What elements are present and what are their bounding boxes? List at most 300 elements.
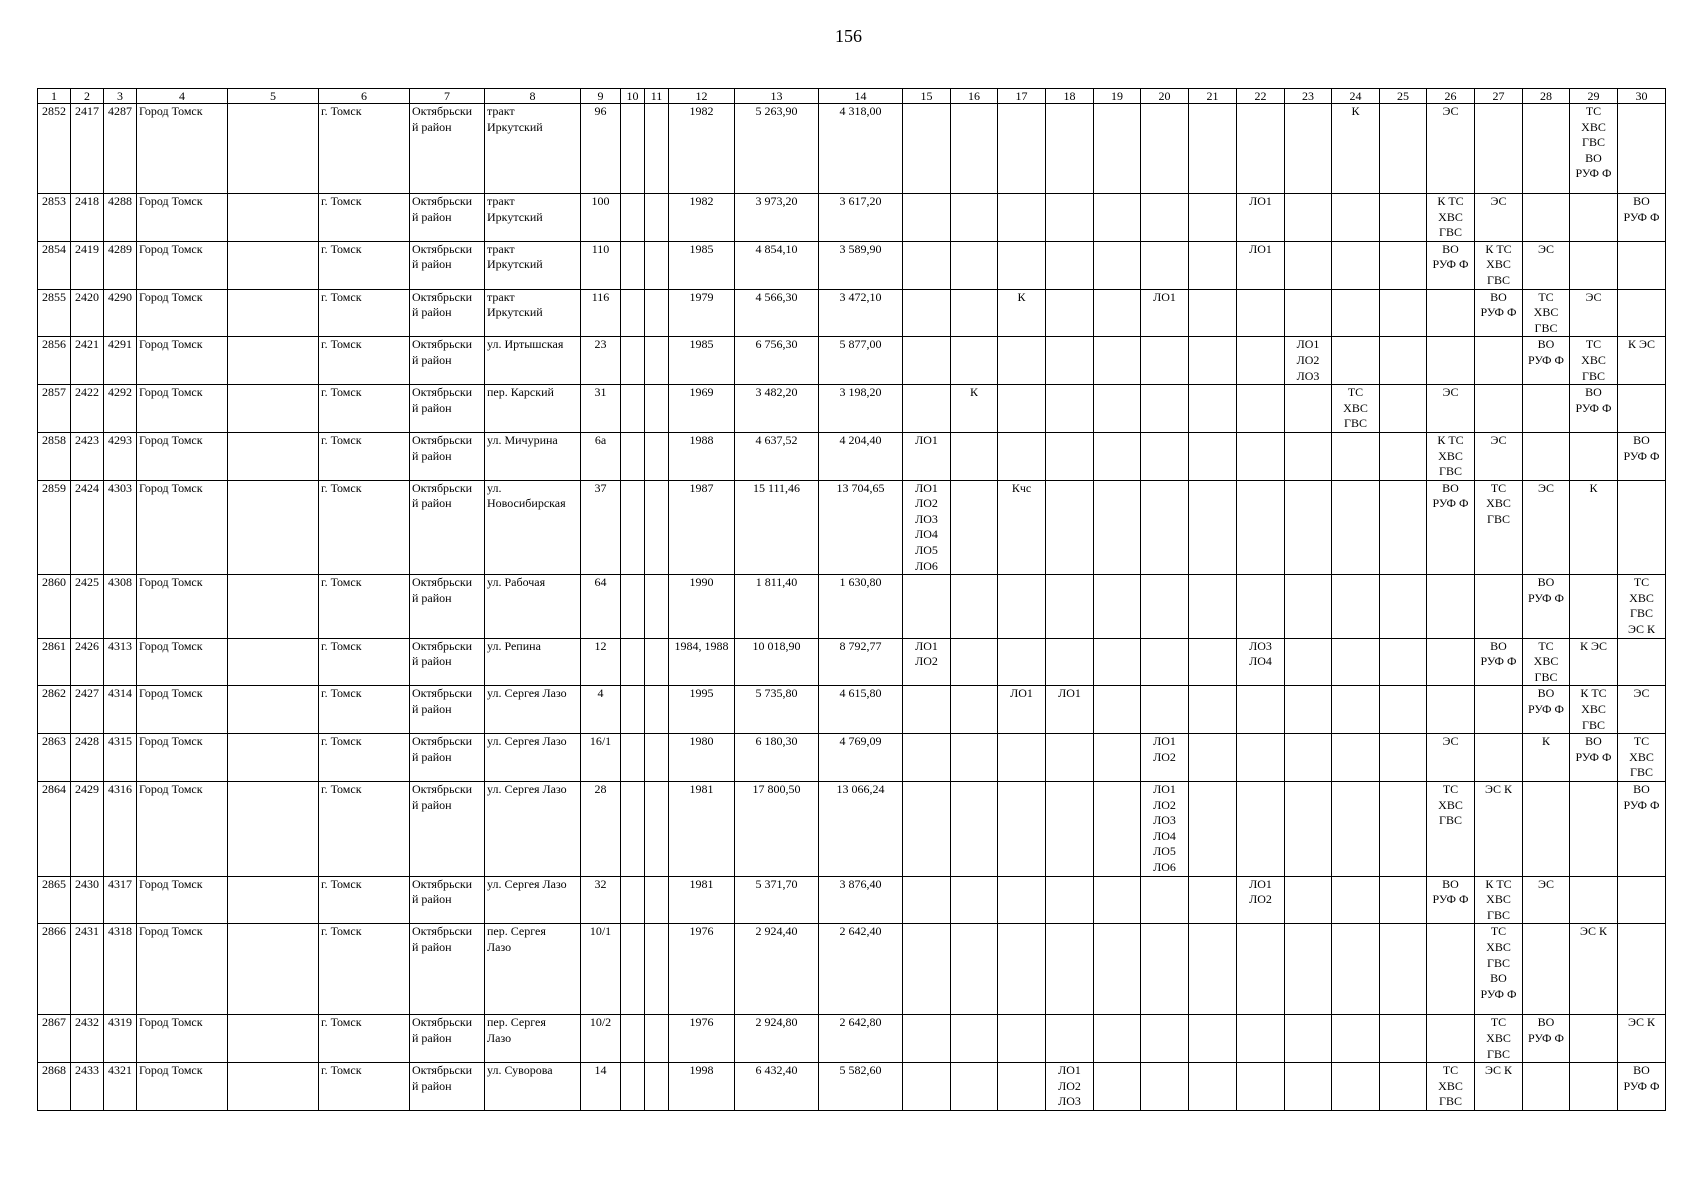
- table-cell: 2419: [71, 241, 104, 289]
- column-header: 24: [1332, 89, 1380, 104]
- table-cell: Октябрьски й район: [410, 337, 485, 385]
- table-cell: 1976: [669, 1015, 735, 1063]
- table-cell: ВО РУФ Ф: [1618, 1063, 1666, 1111]
- table-cell: 4317: [104, 876, 137, 924]
- table-cell: [1285, 1063, 1332, 1111]
- table-cell: Октябрьски й район: [410, 876, 485, 924]
- table-cell: [1332, 289, 1380, 337]
- register-table: [37, 88, 1666, 1111]
- table-cell: ТС ХВС ГВС: [1570, 337, 1618, 385]
- table-cell: 5 263,90: [735, 104, 819, 194]
- column-header: 1: [38, 89, 71, 104]
- table-cell: 1980: [669, 734, 735, 782]
- table-cell: 1987: [669, 480, 735, 575]
- table-cell: [998, 194, 1046, 242]
- table-cell: 13 066,24: [819, 781, 903, 876]
- table-cell: [1237, 337, 1285, 385]
- table-cell: 4 637,52: [735, 432, 819, 480]
- table-cell: ТС ХВС ГВС ВО РУФ Ф: [1475, 924, 1523, 1015]
- table-cell: [1237, 734, 1285, 782]
- table-cell: [1189, 734, 1237, 782]
- table-cell: [951, 432, 998, 480]
- table-cell: ЭС К: [1475, 1063, 1523, 1111]
- table-cell: [645, 686, 669, 734]
- table-row: [38, 385, 1666, 433]
- table-cell: [951, 104, 998, 194]
- table-cell: [1189, 686, 1237, 734]
- table-cell: [1523, 104, 1570, 194]
- column-header: 29: [1570, 89, 1618, 104]
- table-cell: 15 111,46: [735, 480, 819, 575]
- table-cell: [1141, 385, 1189, 433]
- table-cell: 1995: [669, 686, 735, 734]
- column-header: 25: [1380, 89, 1427, 104]
- table-cell: [1141, 337, 1189, 385]
- table-cell: [903, 337, 951, 385]
- table-cell: 2866: [38, 924, 71, 1015]
- table-cell: Город Томск: [137, 385, 228, 433]
- table-cell: 6 432,40: [735, 1063, 819, 1111]
- table-cell: К: [1570, 480, 1618, 575]
- table-cell: ЛО1 ЛО2 ЛО3: [1285, 337, 1332, 385]
- table-row: [38, 638, 1666, 686]
- table-cell: [1570, 781, 1618, 876]
- table-cell: [1189, 876, 1237, 924]
- table-cell: [1046, 289, 1094, 337]
- table-cell: [645, 575, 669, 638]
- table-cell: [621, 289, 645, 337]
- table-cell: [903, 194, 951, 242]
- table-cell: [1141, 686, 1189, 734]
- table-cell: ВО РУФ Ф: [1618, 432, 1666, 480]
- table-cell: 2425: [71, 575, 104, 638]
- table-body: [38, 104, 1666, 1111]
- table-cell: [1094, 734, 1141, 782]
- table-cell: 10/2: [581, 1015, 621, 1063]
- table-cell: 10 018,90: [735, 638, 819, 686]
- table-row: [38, 241, 1666, 289]
- table-cell: 2868: [38, 1063, 71, 1111]
- table-cell: [1332, 480, 1380, 575]
- table-cell: [1523, 385, 1570, 433]
- table-cell: ул. Сергея Лазо: [485, 781, 581, 876]
- table-cell: Октябрьски й район: [410, 734, 485, 782]
- table-cell: [621, 337, 645, 385]
- table-cell: ВО РУФ Ф: [1475, 638, 1523, 686]
- table-cell: [621, 734, 645, 782]
- table-cell: ЛО1 ЛО2 ЛО3 ЛО4 ЛО5 ЛО6: [903, 480, 951, 575]
- table-cell: [1285, 241, 1332, 289]
- table-cell: г. Томск: [319, 876, 410, 924]
- table-cell: [951, 1063, 998, 1111]
- table-cell: [1523, 924, 1570, 1015]
- table-cell: ЛО1: [1046, 686, 1094, 734]
- table-cell: 13 704,65: [819, 480, 903, 575]
- table-cell: ВО РУФ Ф: [1427, 876, 1475, 924]
- table-cell: [228, 289, 319, 337]
- table-cell: [1141, 480, 1189, 575]
- table-cell: [1285, 638, 1332, 686]
- table-cell: 2857: [38, 385, 71, 433]
- table-cell: 5 371,70: [735, 876, 819, 924]
- table-cell: [1094, 924, 1141, 1015]
- table-cell: г. Томск: [319, 734, 410, 782]
- table-cell: ВО РУФ Ф: [1523, 1015, 1570, 1063]
- table-cell: Город Томск: [137, 337, 228, 385]
- column-header: 22: [1237, 89, 1285, 104]
- table-cell: 2861: [38, 638, 71, 686]
- table-cell: [903, 781, 951, 876]
- table-cell: Октябрьски й район: [410, 1063, 485, 1111]
- table-cell: [1094, 1063, 1141, 1111]
- table-cell: [1046, 1015, 1094, 1063]
- table-cell: [1475, 104, 1523, 194]
- table-cell: [1618, 876, 1666, 924]
- table-cell: [1237, 1015, 1285, 1063]
- table-cell: [1285, 876, 1332, 924]
- table-cell: [1332, 194, 1380, 242]
- table-cell: ЛО1 ЛО2 ЛО3 ЛО4 ЛО5 ЛО6: [1141, 781, 1189, 876]
- table-cell: ВО РУФ Ф: [1427, 480, 1475, 575]
- table-cell: [951, 194, 998, 242]
- table-cell: Город Томск: [137, 734, 228, 782]
- table-cell: [1094, 104, 1141, 194]
- table-cell: тракт Иркутский: [485, 104, 581, 194]
- table-row: [38, 575, 1666, 638]
- table-cell: ВО РУФ Ф: [1618, 194, 1666, 242]
- table-cell: 2433: [71, 1063, 104, 1111]
- table-cell: ул. Репина: [485, 638, 581, 686]
- table-cell: [1094, 289, 1141, 337]
- table-cell: ЛО1: [1237, 194, 1285, 242]
- table-cell: [1618, 104, 1666, 194]
- table-cell: [903, 385, 951, 433]
- table-cell: [228, 686, 319, 734]
- table-cell: 1990: [669, 575, 735, 638]
- table-cell: 4290: [104, 289, 137, 337]
- table-cell: [1475, 686, 1523, 734]
- table-row: [38, 432, 1666, 480]
- column-header: 23: [1285, 89, 1332, 104]
- table-cell: Октябрьски й район: [410, 241, 485, 289]
- table-cell: [1618, 638, 1666, 686]
- table-cell: Город Томск: [137, 480, 228, 575]
- table-cell: пер. Карский: [485, 385, 581, 433]
- table-cell: [621, 686, 645, 734]
- table-cell: г. Томск: [319, 337, 410, 385]
- column-header: 12: [669, 89, 735, 104]
- table-cell: [228, 432, 319, 480]
- table-cell: тракт Иркутский: [485, 194, 581, 242]
- table-cell: 4314: [104, 686, 137, 734]
- table-cell: 4288: [104, 194, 137, 242]
- table-cell: [1094, 638, 1141, 686]
- table-cell: [1141, 241, 1189, 289]
- table-cell: [1285, 432, 1332, 480]
- table-cell: [1141, 876, 1189, 924]
- table-cell: г. Томск: [319, 385, 410, 433]
- table-cell: Октябрьски й район: [410, 385, 485, 433]
- table-cell: [1237, 104, 1285, 194]
- table-cell: 2858: [38, 432, 71, 480]
- table-cell: [645, 1063, 669, 1111]
- table-cell: 1 811,40: [735, 575, 819, 638]
- table-cell: Город Томск: [137, 638, 228, 686]
- table-cell: Октябрьски й район: [410, 924, 485, 1015]
- table-cell: [1141, 924, 1189, 1015]
- table-cell: [951, 638, 998, 686]
- table-cell: [1380, 1015, 1427, 1063]
- table-cell: 5 735,80: [735, 686, 819, 734]
- table-cell: ЭС: [1427, 385, 1475, 433]
- table-cell: 2 642,80: [819, 1015, 903, 1063]
- table-cell: [1189, 1015, 1237, 1063]
- table-cell: [1332, 241, 1380, 289]
- table-cell: 2427: [71, 686, 104, 734]
- table-cell: Октябрьски й район: [410, 686, 485, 734]
- table-cell: [1570, 1063, 1618, 1111]
- table-cell: 1981: [669, 876, 735, 924]
- table-cell: 1979: [669, 289, 735, 337]
- table-cell: 17 800,50: [735, 781, 819, 876]
- table-cell: [1046, 194, 1094, 242]
- table-cell: 23: [581, 337, 621, 385]
- table-cell: ВО РУФ Ф: [1570, 385, 1618, 433]
- table-cell: Октябрьски й район: [410, 289, 485, 337]
- table-cell: ВО РУФ Ф: [1523, 686, 1570, 734]
- table-cell: [621, 241, 645, 289]
- table-cell: 1988: [669, 432, 735, 480]
- table-cell: [1094, 385, 1141, 433]
- table-cell: 4321: [104, 1063, 137, 1111]
- table-cell: [1189, 432, 1237, 480]
- table-cell: 4 318,00: [819, 104, 903, 194]
- table-cell: [1237, 686, 1285, 734]
- table-cell: [645, 781, 669, 876]
- table-cell: ЭС: [1427, 734, 1475, 782]
- table-cell: [1094, 781, 1141, 876]
- table-cell: 2852: [38, 104, 71, 194]
- table-cell: [1380, 734, 1427, 782]
- table-cell: 116: [581, 289, 621, 337]
- table-cell: 2859: [38, 480, 71, 575]
- table-cell: К ТС ХВС ГВС: [1475, 241, 1523, 289]
- table-cell: ТС ХВС ГВС: [1427, 781, 1475, 876]
- table-cell: [1618, 480, 1666, 575]
- column-header: 19: [1094, 89, 1141, 104]
- table-cell: [1475, 337, 1523, 385]
- table-cell: 4 854,10: [735, 241, 819, 289]
- table-cell: [1475, 734, 1523, 782]
- table-cell: [1141, 575, 1189, 638]
- table-cell: [1427, 289, 1475, 337]
- table-cell: г. Томск: [319, 924, 410, 1015]
- table-cell: [1285, 924, 1332, 1015]
- table-cell: [1285, 781, 1332, 876]
- table-cell: ЛО1: [1237, 241, 1285, 289]
- table-cell: 2424: [71, 480, 104, 575]
- table-cell: Октябрьски й район: [410, 104, 485, 194]
- table-cell: [645, 876, 669, 924]
- table-cell: [1427, 575, 1475, 638]
- table-cell: [1380, 876, 1427, 924]
- table-cell: 1 630,80: [819, 575, 903, 638]
- table-cell: [1046, 104, 1094, 194]
- table-cell: [1189, 289, 1237, 337]
- table-cell: [1523, 781, 1570, 876]
- table-cell: К ЭС: [1570, 638, 1618, 686]
- table-cell: [1094, 241, 1141, 289]
- column-header: 2: [71, 89, 104, 104]
- table-cell: ТС ХВС ГВС: [1618, 734, 1666, 782]
- table-cell: К ТС ХВС ГВС: [1427, 194, 1475, 242]
- column-header: 17: [998, 89, 1046, 104]
- table-cell: 64: [581, 575, 621, 638]
- table-cell: [903, 289, 951, 337]
- table-cell: [1475, 575, 1523, 638]
- page-number: 156: [835, 26, 862, 46]
- table-cell: [1046, 876, 1094, 924]
- table-cell: 3 472,10: [819, 289, 903, 337]
- table-cell: [1189, 781, 1237, 876]
- table-cell: ул. Мичурина: [485, 432, 581, 480]
- table-cell: [1237, 924, 1285, 1015]
- table-cell: [1046, 480, 1094, 575]
- table-cell: [1141, 194, 1189, 242]
- table-cell: Октябрьски й район: [410, 575, 485, 638]
- table-cell: [998, 104, 1046, 194]
- table-cell: 3 482,20: [735, 385, 819, 433]
- table-cell: 2432: [71, 1015, 104, 1063]
- table-cell: [998, 575, 1046, 638]
- table-cell: [621, 1015, 645, 1063]
- table-cell: [228, 1015, 319, 1063]
- table-cell: [228, 241, 319, 289]
- table-cell: [1141, 104, 1189, 194]
- column-header: 18: [1046, 89, 1094, 104]
- table-cell: [1380, 194, 1427, 242]
- table-cell: [1094, 876, 1141, 924]
- table-cell: К: [951, 385, 998, 433]
- column-header: 3: [104, 89, 137, 104]
- table-cell: [228, 924, 319, 1015]
- table-cell: [1141, 1015, 1189, 1063]
- table-cell: ЭС: [1618, 686, 1666, 734]
- table-cell: [1523, 1063, 1570, 1111]
- table-cell: ТС ХВС ГВС: [1427, 1063, 1475, 1111]
- table-cell: 2421: [71, 337, 104, 385]
- table-cell: 2426: [71, 638, 104, 686]
- table-cell: [998, 734, 1046, 782]
- table-cell: [228, 194, 319, 242]
- table-cell: 4292: [104, 385, 137, 433]
- table-cell: [1094, 432, 1141, 480]
- table-cell: 3 617,20: [819, 194, 903, 242]
- table-cell: [1189, 104, 1237, 194]
- table-cell: 2855: [38, 289, 71, 337]
- table-cell: [228, 734, 319, 782]
- table-cell: г. Томск: [319, 781, 410, 876]
- column-header: 28: [1523, 89, 1570, 104]
- table-cell: ЛО1: [1141, 289, 1189, 337]
- table-cell: [1570, 575, 1618, 638]
- column-header: 4: [137, 89, 228, 104]
- table-cell: [903, 734, 951, 782]
- table-cell: 8 792,77: [819, 638, 903, 686]
- table-cell: [621, 638, 645, 686]
- table-cell: Город Томск: [137, 194, 228, 242]
- table-cell: Октябрьски й район: [410, 638, 485, 686]
- table-cell: 4308: [104, 575, 137, 638]
- table-cell: [1189, 1063, 1237, 1111]
- table-cell: Город Томск: [137, 924, 228, 1015]
- table-cell: 4313: [104, 638, 137, 686]
- table-cell: [228, 337, 319, 385]
- table-cell: [228, 876, 319, 924]
- table-cell: [1380, 1063, 1427, 1111]
- table-cell: [903, 876, 951, 924]
- table-cell: [998, 385, 1046, 433]
- column-header: 21: [1189, 89, 1237, 104]
- table-cell: 110: [581, 241, 621, 289]
- table-cell: 4287: [104, 104, 137, 194]
- table-cell: 2422: [71, 385, 104, 433]
- table-cell: 2423: [71, 432, 104, 480]
- table-cell: Город Томск: [137, 432, 228, 480]
- table-row: [38, 480, 1666, 575]
- table-cell: [1427, 1015, 1475, 1063]
- table-cell: [621, 385, 645, 433]
- table-cell: ул. Сергея Лазо: [485, 686, 581, 734]
- column-header: 27: [1475, 89, 1523, 104]
- table-cell: тракт Иркутский: [485, 289, 581, 337]
- table-cell: ЭС: [1523, 241, 1570, 289]
- table-cell: 10/1: [581, 924, 621, 1015]
- table-cell: ЭС: [1523, 480, 1570, 575]
- table-cell: [621, 924, 645, 1015]
- table-cell: [645, 337, 669, 385]
- table-cell: [1141, 1063, 1189, 1111]
- table-cell: 4293: [104, 432, 137, 480]
- table-cell: [1046, 638, 1094, 686]
- table-cell: К: [998, 289, 1046, 337]
- table-row: [38, 924, 1666, 1015]
- table-cell: [228, 480, 319, 575]
- table-cell: [621, 432, 645, 480]
- table-cell: [1237, 432, 1285, 480]
- table-cell: 5 582,60: [819, 1063, 903, 1111]
- table-cell: [1427, 337, 1475, 385]
- table-cell: [228, 575, 319, 638]
- table-cell: [1618, 241, 1666, 289]
- table-cell: ул. Сергея Лазо: [485, 876, 581, 924]
- table-cell: [1141, 638, 1189, 686]
- table-cell: 1976: [669, 924, 735, 1015]
- column-header: 15: [903, 89, 951, 104]
- table-cell: 1982: [669, 194, 735, 242]
- table-cell: [1237, 1063, 1285, 1111]
- column-header: 26: [1427, 89, 1475, 104]
- table-cell: [1285, 289, 1332, 337]
- table-cell: К: [1523, 734, 1570, 782]
- table-cell: К ТС ХВС ГВС: [1475, 876, 1523, 924]
- table-cell: 1981: [669, 781, 735, 876]
- column-header: 6: [319, 89, 410, 104]
- table-cell: ТС ХВС ГВС: [1523, 638, 1570, 686]
- table-cell: 2865: [38, 876, 71, 924]
- table-cell: [645, 924, 669, 1015]
- table-cell: [998, 924, 1046, 1015]
